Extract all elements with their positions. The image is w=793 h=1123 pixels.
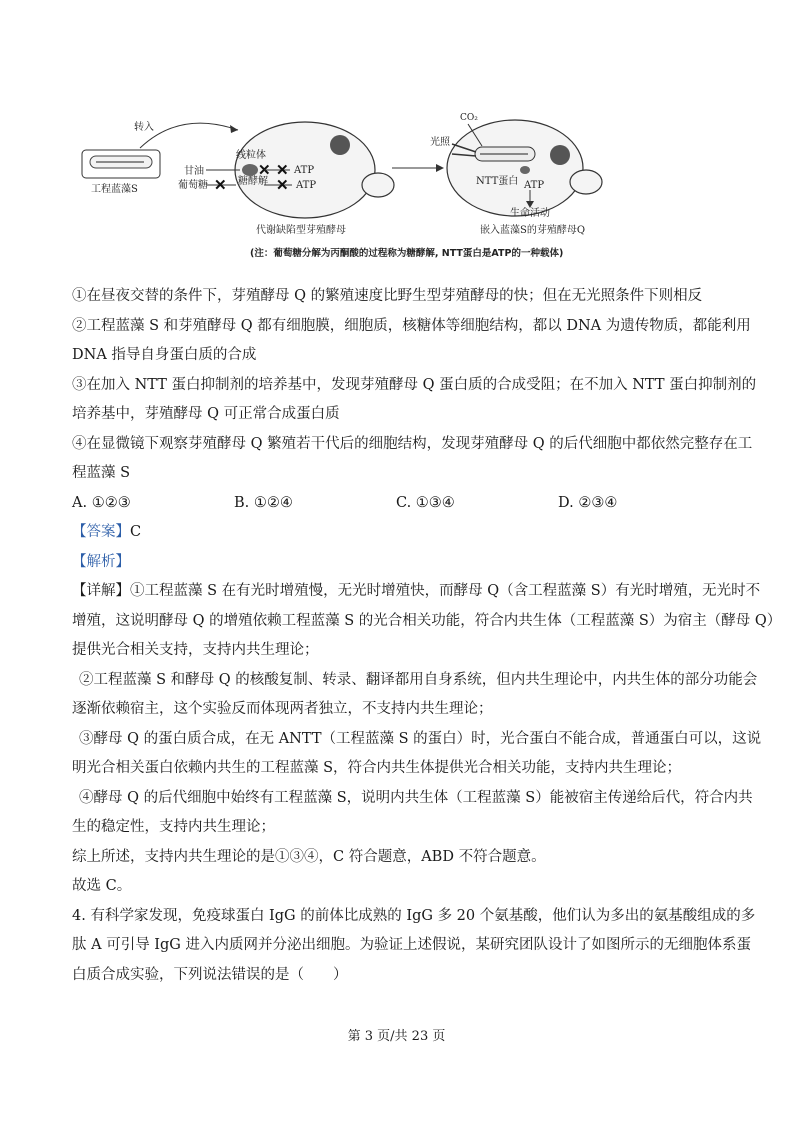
label-glycolysis: 糖酵解 — [238, 176, 268, 187]
answer-value: C — [130, 524, 142, 540]
mitochondrion — [242, 164, 258, 176]
answer-line — [72, 518, 732, 548]
question-body — [72, 282, 782, 990]
figure-diagram — [60, 100, 740, 270]
conclusion-line: 综上所述，支持内共生理论的是①③④，C 符合题意，ABD 不符合题意。 — [72, 848, 546, 865]
statement-3: ③在加入 NTT 蛋白抑制剂的培养基中，发现芽殖酵母 Q 蛋白质的合成受阻；在不加入 NTT 蛋白抑制剂的 — [72, 376, 757, 393]
label-cyano: 工程蓝藻S — [91, 184, 138, 195]
yeast-q-bud — [570, 170, 602, 194]
statement-1: ①在昼夜交替的条件下，芽殖酵母 Q 的繁殖速度比野生型芽殖酵母的快；但在无光照条件下则相反 — [72, 288, 703, 304]
block-mark-4: ✕ — [276, 176, 289, 194]
answer-options — [72, 489, 732, 519]
yeast-q — [447, 120, 583, 216]
transfer-arrow — [140, 123, 238, 148]
option-b: B. ①②④ — [234, 494, 293, 511]
statement-2: ②工程蓝藻 S 和芽殖酵母 Q 都有细胞膜，细胞质，核糖体等细胞结构，都以 DNA 为遗传物质，都能利用 — [72, 317, 751, 334]
label-atp2: ATP — [296, 180, 317, 191]
label-life: 生命活动 — [510, 208, 550, 219]
analysis-line — [72, 548, 732, 578]
label-transfer: 转入 — [134, 122, 154, 133]
option-c: C. ①③④ — [396, 494, 455, 511]
block-mark-3: ✕ — [276, 161, 289, 179]
question-4-line-1: 4. 有科学家发现，免疫球蛋白 IgG 的前体比成熟的 IgG 多 20 个氨基酸，他们认为多出的氨基酸组成的多 — [72, 907, 756, 924]
option-a: A. ①②③ — [72, 494, 131, 511]
page-footer: 第 3 页/共 23 页 — [347, 1029, 446, 1044]
detail-first-text: ①工程蓝藻 S 在有光时增殖慢，无光时增殖快，而酵母 Q（含工程蓝藻 S）有光时增殖，无光时不 — [130, 583, 761, 599]
yeast-organelle — [330, 135, 350, 155]
statement-2-cont: DNA 指导自身蛋白质的合成 — [72, 347, 257, 363]
detail-tag: 【详解】 — [72, 583, 130, 599]
figure-note: (注：葡萄糖分解为丙酮酸的过程称为糖酵解, NTT蛋白是ATP的一种载体) — [250, 248, 564, 259]
block-mark-1: ✕ — [214, 176, 227, 194]
analysis-tag: 【解析】 — [72, 553, 130, 570]
statement-3-cont: 培养基中，芽殖酵母 Q 可正常合成蛋白质 — [72, 406, 340, 422]
option-d: D. ②③④ — [558, 494, 618, 511]
question-4-line-2: 肽 A 可引导 IgG 进入内质网并分泌出细胞。为验证上述假说，某研究团队设计了如图所示的无细胞体系蛋 — [72, 937, 751, 953]
ntt-protein — [520, 166, 530, 174]
label-co2: CO₂ — [460, 113, 478, 123]
detail-line-2: 增殖，这说明酵母 Q 的增殖依赖工程蓝藻 S 的光合相关功能，符合内共生体（工程蓝藻 S）为宿主（酵母 Q） — [72, 612, 782, 629]
detail-line-3: 提供光合相关支持，支持内共生理论； — [72, 642, 319, 658]
label-glucose: 葡萄糖 — [178, 180, 208, 191]
label-atp1: ATP — [294, 165, 315, 176]
statement-4: ④在显微镜下观察芽殖酵母 Q 繁殖若干代后的细胞结构，发现芽殖酵母 Q 的后代细胞中都依然完整存在工 — [72, 435, 753, 452]
yeast-bud — [362, 173, 394, 197]
block-mark-2: ✕ — [258, 161, 271, 179]
experiment-figure — [60, 100, 740, 270]
detail-line-6: ③酵母 Q 的蛋白质合成，在无 ANTT（工程蓝藻 S 的蛋白）时，光合蛋白不能合成，普通蛋白可以，这说 — [79, 730, 762, 747]
detail-line-5: 逐渐依赖宿主，这个实验反而体现两者独立，不支持内共生理论； — [72, 701, 493, 717]
yeast-q-organelle — [550, 145, 570, 165]
choice-line: 故选 C。 — [72, 878, 132, 894]
question-4-line-3: 白质合成实验，下列说法错误的是（ ） — [72, 966, 348, 983]
label-glycerol: 甘油 — [184, 166, 204, 177]
detail-line-8: ④酵母 Q 的后代细胞中始终有工程蓝藻 S，说明内共生体（工程蓝藻 S）能被宿主传递给后代，符合内共 — [79, 789, 753, 806]
label-atp3: ATP — [524, 180, 545, 191]
answer-tag: 【答案】 — [72, 524, 130, 540]
caption-right: 嵌入蓝藻S的芽殖酵母Q — [480, 225, 586, 236]
statement-4-cont: 程蓝藻 S — [72, 465, 131, 481]
label-mito: 线粒体 — [236, 150, 266, 161]
label-ntt: NTT蛋白 — [476, 176, 519, 187]
label-light: 光照 — [430, 137, 450, 148]
caption-left: 代谢缺陷型芽殖酵母 — [256, 225, 346, 236]
detail-line-7: 明光合相关蛋白依赖内共生的工程蓝藻 S，符合内共生体提供光合相关功能，支持内共生理论； — [72, 760, 682, 776]
detail-line-4: ②工程蓝藻 S 和酵母 Q 的核酸复制、转录、翻译都用自身系统，但内共生理论中，内共生体的部分功能会 — [79, 671, 758, 688]
detail-line-1 — [72, 577, 761, 607]
detail-line-9: 生的稳定性，支持内共生理论； — [72, 819, 275, 835]
